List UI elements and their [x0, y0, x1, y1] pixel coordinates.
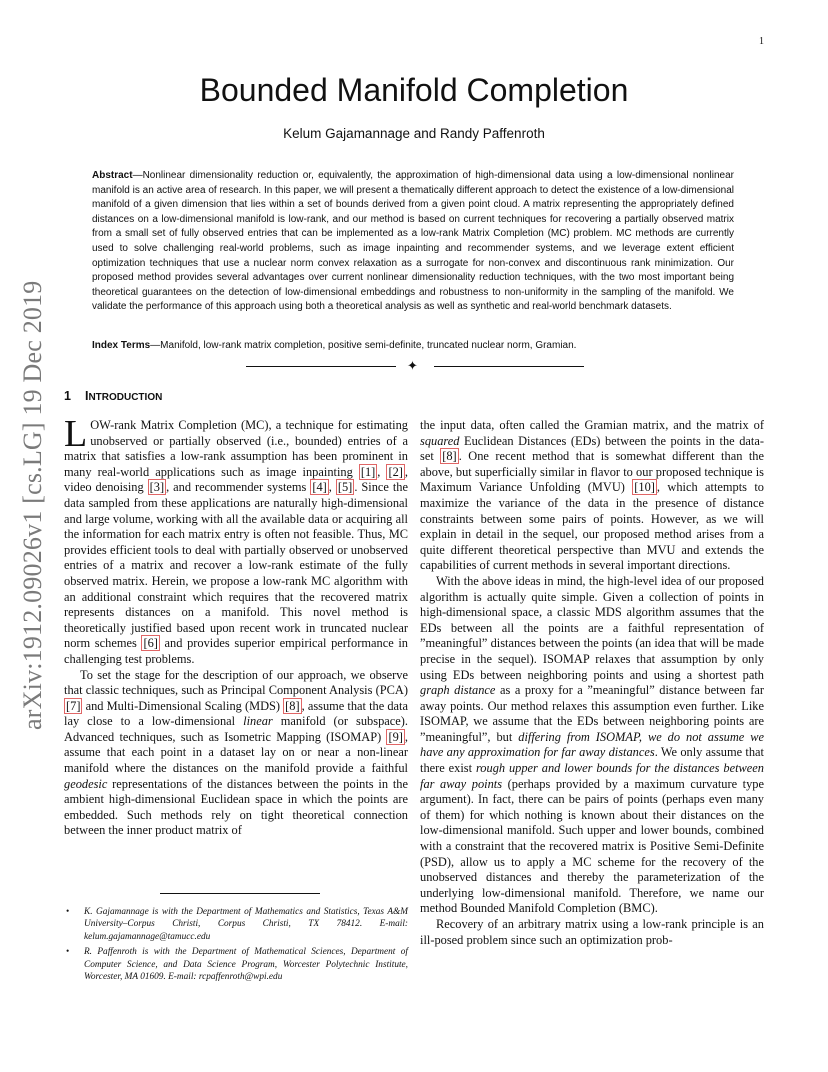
citation-link[interactable]: [9] [388, 729, 403, 744]
emphasis: geodesic [64, 776, 108, 791]
citation-link[interactable]: [5] [337, 480, 353, 495]
paper-authors: Kelum Gajamannage and Randy Paffenroth [283, 126, 545, 141]
text: representations of the distances between the points in the ambient high-dimensional Euclidean space in which the points are embedded. Such methods rely on tight theoretical connection between the inner product matrix of [64, 776, 408, 838]
citation-link[interactable]: [8] [285, 698, 300, 713]
text: and Multi-Dimensional Scaling (MDS) [82, 698, 284, 713]
emphasis: linear [243, 714, 273, 729]
drop-cap: L [64, 413, 88, 455]
abstract-text: —Nonlinear dimensionality reduction or, equivalently, the approximation of high-dimensional data using a low-dimensional nonlinear manifold is an active area of research. In this paper, we will present a thematically different approach to detect the existence of a low-dimensional manifold of a given dimension that lies within a set of bounds derived from a given point cloud. A matrix representing the appropriately defined distances on a low-dimensional manifold is low-rank, and our method is based on current techniques for recovering a partially observed matrix from a small set of fully observed entries that can be implemented as a low-rank Matrix Completion (MC) problem. MC methods are currently used to solve challenging real-world problems, such as image inpainting and recommender systems, and we leverage extent efficient optimization techniques that use a nuclear norm convex relaxation as a surrogate for non-convex and discontinuous rank minimization. Our proposed method provides several advantages over current nonlinear dimensionality reduction techniques, with the two most important being theoretical guarantees on the detection of low-dimensional embeddings and robustness to non-uniformity in the sampling of the manifold. We validate the performance of this approach using both a theoretical analysis as well as synthetic and real-world benchmark datasets. [92, 170, 734, 313]
citation-link[interactable]: [8] [442, 449, 457, 464]
citation-link[interactable]: [3] [149, 480, 165, 495]
text: , assume that the data lay close to a low-dimensional [64, 698, 408, 729]
emphasis: differing from ISOMAP, we do not assume we have any approximation for far away distances [420, 729, 764, 760]
divider-star-icon: ✦ [407, 358, 418, 373]
text: as a proxy for a ”meaningful” distance between far away points. Our method relaxes this assumption even further. Like ISOMAP, we assume that the EDs between neighboring points are ”meaningful”, but [420, 683, 764, 744]
footnote-item: • K. Gajamannage is with the Department of Mathematics and Statistics, Texas A&M University–Corpus Christi, Corpus Christi, TX 78412. E-mail: kelum.gajamannage@tamucc.edu [64, 906, 408, 943]
right-column [420, 418, 764, 948]
emphasis: graph distance [420, 683, 496, 698]
text: the input data, often called the Gramian matrix, and the matrix of [420, 418, 764, 432]
text: OW-rank Matrix Completion (MC), a technique for estimating unobserved or partially observed (i.e., bounded) entries of a matrix that satisfies a low-rank assumption has been prominent in many real-world applications such as image inpainting [64, 418, 408, 479]
intro-paragraph-2 [64, 668, 408, 840]
intro-paragraph-1 [64, 413, 409, 668]
arxiv-identifier: arXiv:1912.09026v1 [cs.LG] 19 Dec 2019 [18, 280, 47, 730]
text: , which attempts to maximize the variance of the data in the presence of distance constraints between some pairs of points. However, as we will explain in detail in the sequel, our proposed method arises from a quite different theoretical perspective than MVU and extends the capabilities of current methods in several important directions. [420, 480, 764, 573]
text: With the above ideas in mind, the high-level idea of our proposed algorithm is actually quite simple. Given a collection of points in high-dimensional space, a classic MDS algorithm assumes that the EDs between all the points are a faithful representation of ”meaningful” distances between the points (an idea that will be made precise in the sequel). ISOMAP relaxes that assumption by only using EDs between neighboring points and using a shortest path [420, 573, 764, 682]
footnote-item: • R. Paffenroth is with the Department of Mathematical Sciences, Department of Computer Science, and Data Science Program, Worcester Polytechnic Institute, Worcester, MA 01609. E-mail: rcpaffenroth@wpi.edu [64, 946, 408, 983]
index-terms [92, 339, 734, 353]
text: (perhaps provided by a maximum curvature type argument). In fact, there can be pairs of points (perhaps even many of them) for which nothing is known about their distances on the low-dimensional manifold. Such upper and lower bounds, combined with a constraint that the recovered matrix is Positive Semi-Definite (PSD), allow us to apply a MC scheme for the recovery of the unobserved distances and thereby the parameterization of the underlying low-dimensional manifold. Therefore, we name our method Bounded Manifold Completion (BMC). [420, 776, 765, 916]
citation-link[interactable]: [7] [66, 698, 81, 713]
text: , [328, 480, 336, 495]
page-number: 1 [759, 36, 764, 47]
citation-link[interactable]: [4] [312, 480, 327, 495]
section-title-rest: NTRODUCTION [88, 392, 163, 403]
section-divider [246, 358, 584, 373]
left-column [64, 413, 409, 839]
text: , assume that each point in a dataset lay on or near a non-linear manifold where the distances on the manifold provide a faithful [64, 729, 408, 776]
text: , [377, 464, 387, 479]
text: . We only assume that there exist [420, 745, 764, 776]
footnote-rule [160, 893, 320, 894]
paper-title: Bounded Manifold Completion [199, 72, 629, 108]
section-heading [64, 389, 162, 403]
text: Euclidean Distances (EDs) between the points in the data-set [420, 433, 764, 464]
text: To set the stage for the description of our approach, we observe that classic techniques, such as Principal Component Analysis (PCA) [64, 667, 408, 698]
text: , and recommender systems [166, 480, 311, 495]
index-terms-label: Index Terms [92, 340, 151, 351]
text: , video denoising [64, 464, 408, 495]
intro-paragraph-5: Recovery of an arbitrary matrix using a low-rank principle is an ill-posed problem since such an optimization prob- [420, 917, 764, 947]
abstract-label: Abstract [92, 170, 133, 181]
citation-link[interactable]: [10] [634, 480, 655, 495]
footnotes [64, 906, 408, 986]
abstract [92, 169, 734, 315]
index-terms-text: —Manifold, low-rank matrix completion, positive semi-definite, truncated nuclear norm, Gramian. [150, 340, 577, 351]
emphasis: squared [420, 433, 460, 448]
intro-paragraph-3 [420, 418, 764, 574]
section-first-letter: I [84, 389, 89, 403]
emphasis: rough upper and lower bounds for the distances between far away points [420, 761, 764, 791]
text: manifold (or subspace). Advanced techniques, such as Isometric Mapping (ISOMAP) [64, 714, 408, 744]
section-number: 1 [64, 389, 71, 403]
intro-paragraph-4 [420, 574, 764, 917]
citation-link[interactable]: [1] [360, 464, 376, 479]
text: . One recent method that is somewhat different than the above, but superficially similar in flavor to our proposed technique is Maximum Variance Unfolding (MVU) [420, 449, 764, 495]
text: and provides superior empirical performance in challenging test problems. [64, 636, 408, 666]
text: . Since the data sampled from these applications are naturally high-dimensional and large volume, working with all the available data or acquiring all the information for each matrix entry is often not feasible. Thus, MC provides efficient tools to deal with partially observed or unobserved entries of a matrix and recover a low-rank estimate of the fully observed matrix. Herein, we propose a low-rank MC algorithm with an additional constraint which requires that the recovered matrix represents distances on a manifold. This novel method is theoretically justified based upon recent work in truncated nuclear norm schemes [64, 480, 409, 651]
citation-link[interactable]: [2] [388, 464, 403, 479]
citation-link[interactable]: [6] [143, 636, 158, 651]
